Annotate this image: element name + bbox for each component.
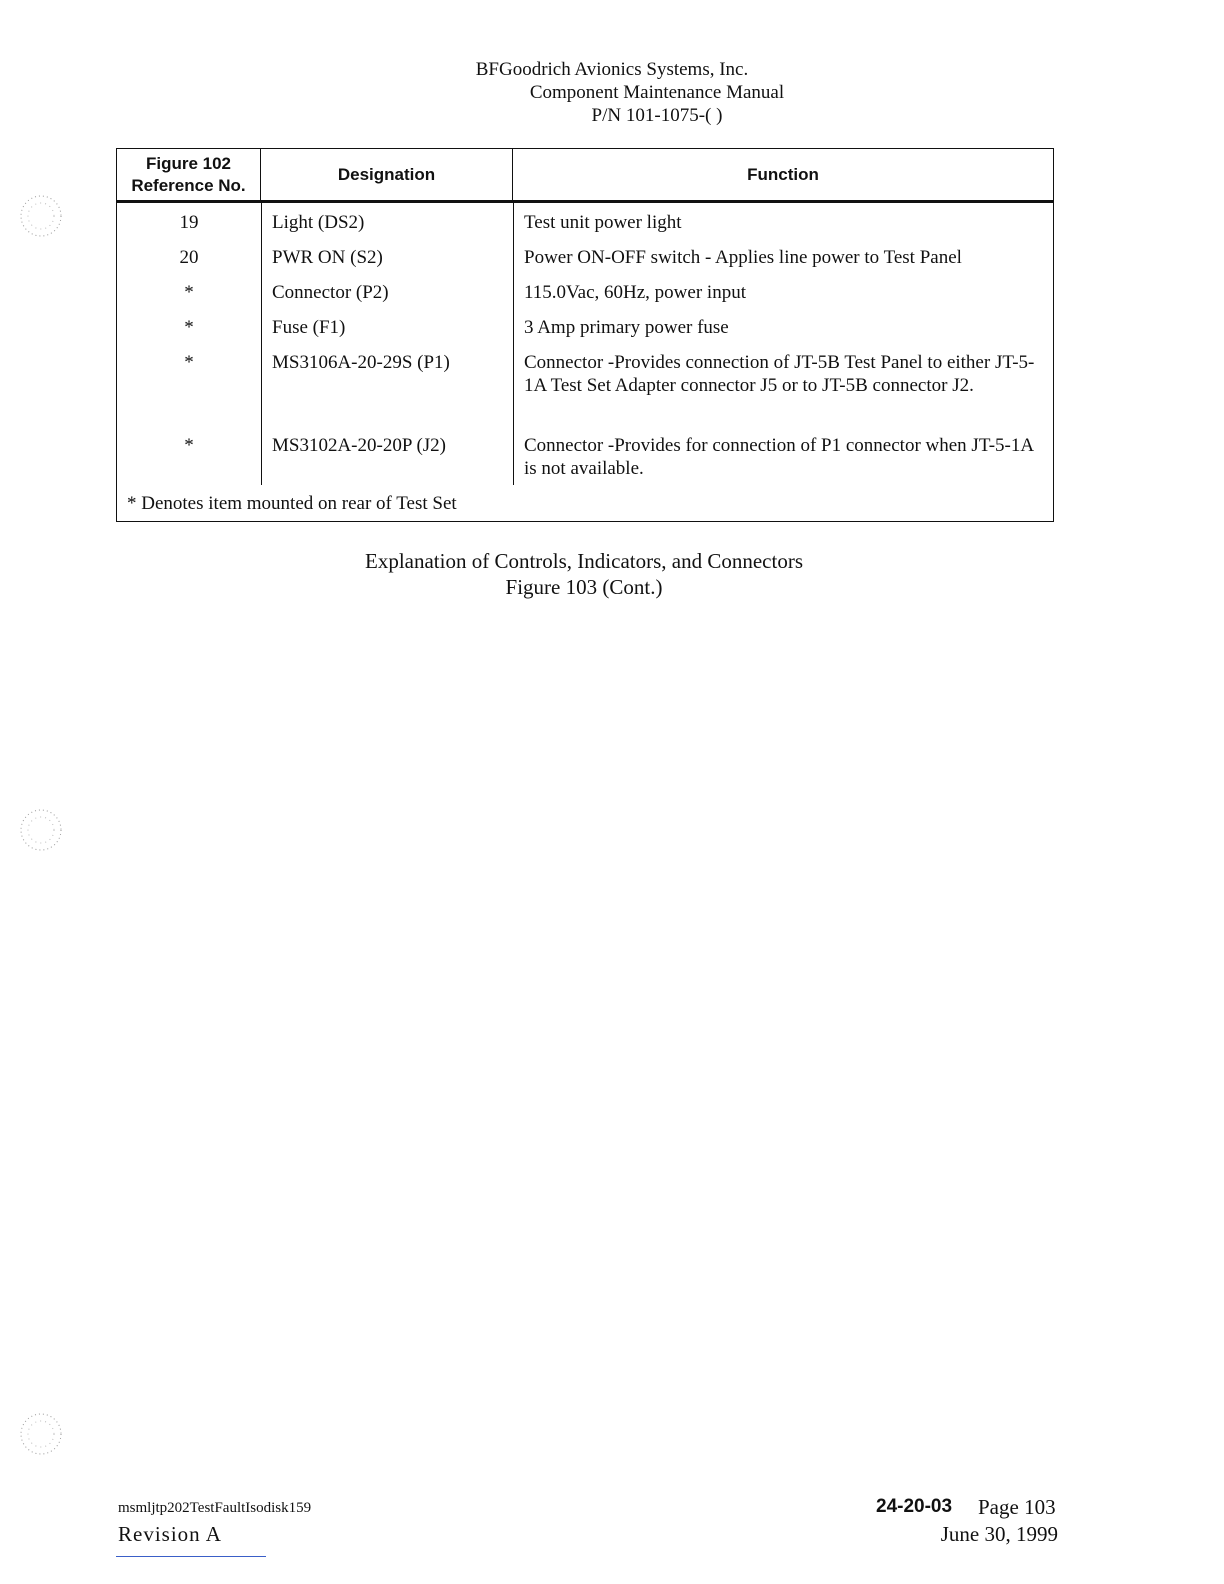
footer-page-number: Page 103 (978, 1495, 1056, 1519)
row-designation: MS3102A-20-20P (J2) (272, 435, 446, 456)
column-header-ref-text: Figure 102 Reference No. (131, 153, 246, 195)
part-number: P/N 101-1075-( ) (591, 105, 723, 126)
column-header-function: Function (513, 149, 1053, 203)
row-ref: 19 (179, 212, 199, 233)
figure-caption-title: Explanation of Controls, Indicators, and Connectors (365, 549, 803, 573)
column-divider (513, 203, 514, 485)
row-designation: PWR ON (S2) (272, 247, 383, 268)
row-designation: Connector (P2) (272, 282, 389, 303)
figure-caption-number: Figure 103 (Cont.) (505, 575, 663, 599)
row-function: Connector -Provides for connection of P1 connector when JT-5-1A is not available. (524, 435, 1034, 479)
row-ref: * (184, 435, 194, 456)
row-designation: Fuse (F1) (272, 317, 346, 338)
footer-date: June 30, 1999 (940, 1522, 1058, 1546)
column-divider (261, 203, 262, 485)
column-header-ref (117, 149, 261, 203)
footer-file-name: msmljtp202TestFaultIsodisk159 (118, 1500, 312, 1516)
controls-table (116, 148, 1054, 522)
footer-chapter-code: 24-20-03 (876, 1496, 953, 1517)
binder-hole-mark (16, 190, 66, 242)
footer-revision: Revision A (118, 1522, 222, 1546)
column-header-designation: Designation (261, 149, 513, 203)
row-function: 3 Amp primary power fuse (524, 317, 729, 338)
manual-title: Component Maintenance Manual (529, 82, 785, 103)
company-name: BFGoodrich Avionics Systems, Inc. (475, 59, 749, 80)
row-ref: * (184, 317, 194, 338)
binder-hole-mark (16, 1408, 66, 1460)
row-function: Power ON-OFF switch - Applies line power to Test Panel (524, 247, 962, 268)
table-footnote: * Denotes item mounted on rear of Test Set (127, 493, 457, 514)
binder-hole-mark (16, 804, 66, 856)
row-designation: MS3106A-20-29S (P1) (272, 352, 450, 373)
row-ref: 20 (179, 247, 199, 268)
row-ref: * (184, 282, 194, 303)
row-function: 115.0Vac, 60Hz, power input (524, 282, 746, 303)
row-designation: Light (DS2) (272, 212, 365, 233)
footer-underline (116, 1556, 266, 1557)
row-function: Connector -Provides connection of JT-5B Test Panel to either JT-5-1A Test Set Adapter connector J5 or to JT-5B connector J2. (524, 352, 1035, 396)
row-ref: * (184, 352, 194, 373)
row-function: Test unit power light (524, 212, 682, 233)
